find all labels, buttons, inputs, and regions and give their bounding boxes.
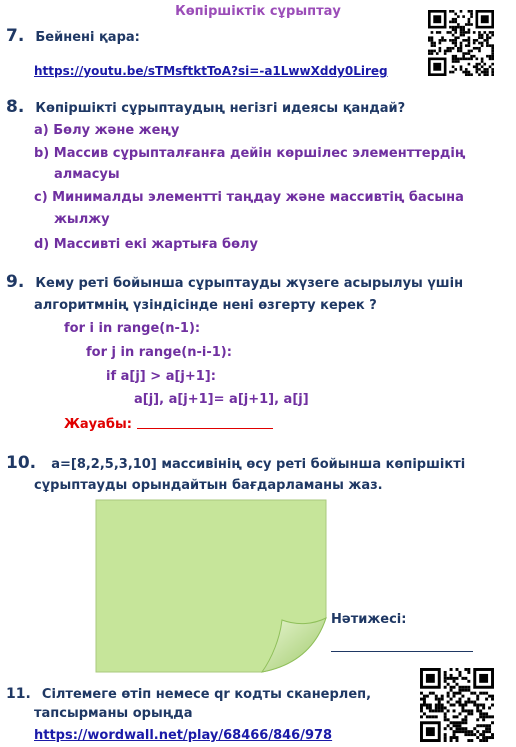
question-number: 11. — [6, 686, 31, 702]
answer-blank[interactable] — [137, 428, 273, 429]
code-line-2: for j in range(n-i-1): — [86, 345, 232, 360]
video-link[interactable]: https://youtu.be/sTMsftktToA?si=-a1LwwXddy0Lireg — [34, 64, 388, 78]
question-9 — [6, 272, 463, 292]
qr-code-wordwall[interactable] — [420, 668, 494, 742]
code-line-1: for i in range(n-1): — [64, 321, 201, 336]
answer-row — [64, 413, 132, 432]
question-text: Кему реті бойынша сұрыптауды жүзеге асырылуы үшін — [35, 276, 464, 291]
question-text: Бейнені қара: — [35, 30, 140, 45]
answer-label: Жауабы: — [64, 417, 132, 432]
code-line-3: if a[j] > a[j+1]: — [106, 369, 216, 384]
question-10 — [6, 453, 465, 473]
page-title: Көпіршіктік сұрыптау — [175, 4, 341, 19]
wordwall-link[interactable]: https://wordwall.net/play/68466/846/978 — [34, 728, 333, 743]
question-text: Көпіршікті сұрыптаудың негізгі идеясы қандай? — [35, 101, 406, 116]
question-text-cont: сұрыптауды орындайтын бағдарламаны жаз. — [34, 478, 383, 493]
option-b[interactable]: b) Массив сұрыпталғанға дейін көршілес элементтердің — [34, 146, 466, 161]
question-text: a=[8,2,5,3,10] массивінің өсу реті бойынша көпіршікті — [51, 457, 466, 472]
question-text-cont: алгоритмнің үзіндісінде нені өзгерту керек ? — [34, 298, 377, 313]
code-line-4: a[j], a[j+1]= a[j+1], a[j] — [134, 392, 309, 407]
result-blank[interactable] — [331, 651, 473, 652]
question-number: 8. — [6, 97, 25, 117]
question-number: 7. — [6, 26, 25, 46]
result-label: Нәтижесі: — [331, 612, 407, 627]
question-number: 9. — [6, 272, 25, 292]
qr-code-video[interactable] — [428, 10, 494, 76]
option-d[interactable]: d) Массивті екі жартыға бөлу — [34, 237, 259, 252]
question-text: Сілтемеге өтіп немесе qr кодты сканерлеп, — [41, 687, 372, 702]
question-8 — [6, 97, 405, 117]
question-number: 10. — [6, 453, 37, 473]
question-text-cont: тапсырманы орыңда — [34, 706, 193, 721]
option-c-cont: жылжу — [54, 212, 110, 227]
option-a[interactable]: a) Бөлу және жеңу — [34, 123, 180, 138]
question-7 — [6, 26, 140, 46]
option-c[interactable]: c) Минималды элементті таңдау және массивтің басына — [34, 190, 464, 205]
option-b-cont: алмасуы — [54, 167, 120, 182]
question-11 — [6, 683, 371, 702]
sticky-note-answer-area[interactable] — [94, 498, 330, 674]
